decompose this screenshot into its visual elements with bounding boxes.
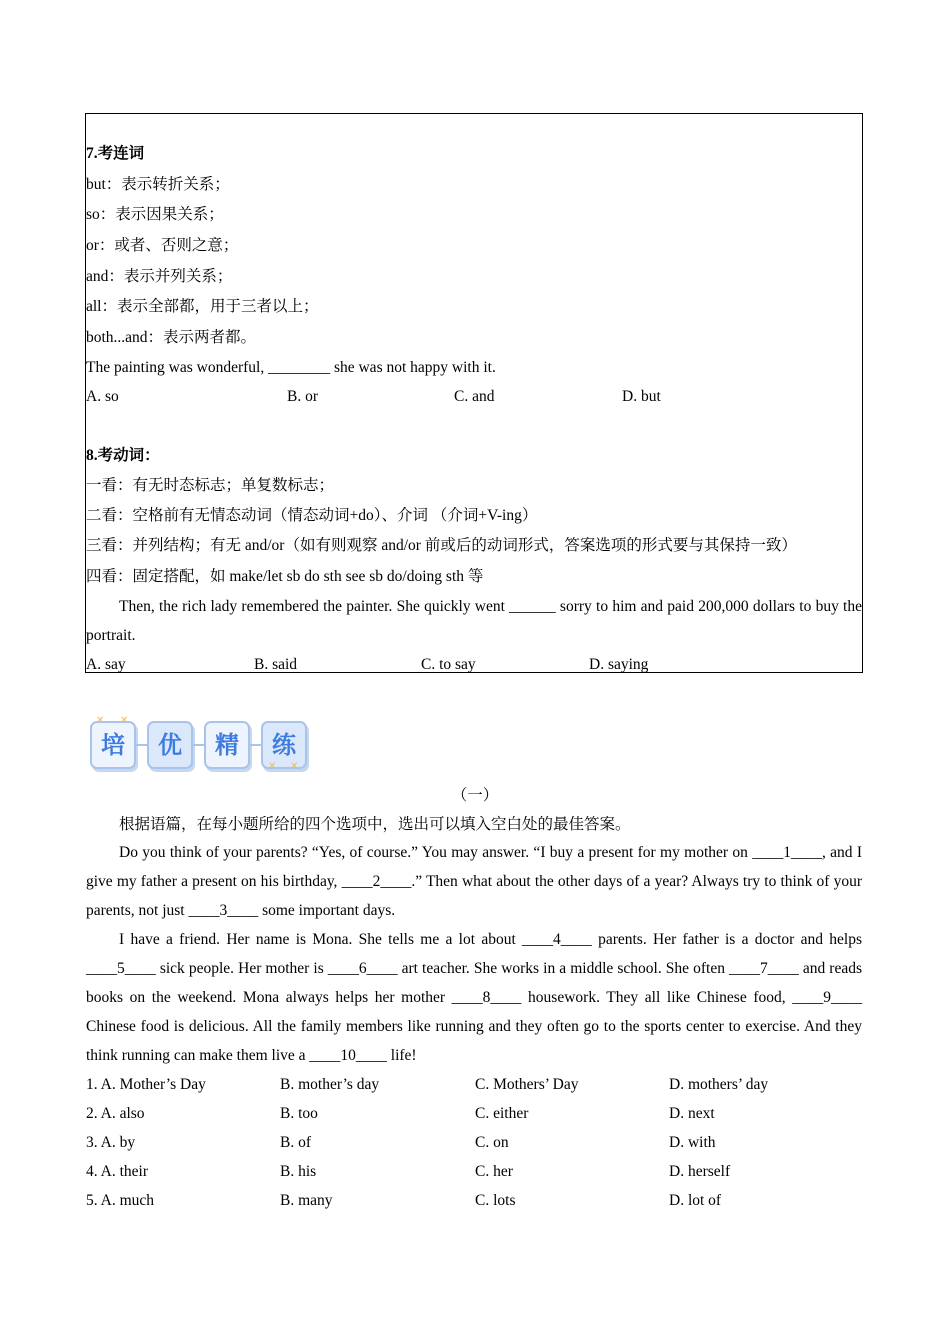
question-option: D. mothers’ day [669, 1076, 769, 1093]
question-option: B. mother’s day [280, 1076, 380, 1093]
question-option: D. with [669, 1134, 716, 1151]
section7-rule: or：或者、否则之意； [86, 237, 239, 254]
question-option: 1. A. Mother’s Day [86, 1076, 206, 1093]
section8-option: D. saying [589, 656, 649, 673]
section7-rule: so：表示因果关系； [86, 206, 224, 223]
question-option: D. lot of [669, 1192, 722, 1209]
section7-question: The painting was wonderful, ________ she was not happy with it. [86, 359, 496, 376]
section7-rule: and：表示并列关系； [86, 268, 233, 285]
question-option: C. on [475, 1134, 509, 1151]
exercise-paragraph: Do you think of your parents? “Yes, of course.” You may answer. “I buy a present for my mother on ____1____, and I give my father a present on his birthday, ____2____.” Then what about the other days of a year? Always try to think of your parents, not just ____3____ some important days. [86, 844, 862, 919]
section7-option: C. and [454, 388, 495, 405]
section7-rule: but：表示转折关系； [86, 176, 230, 193]
section7-option: A. so [86, 388, 119, 405]
question-option: B. many [280, 1192, 333, 1209]
banner-char: 优 [147, 721, 193, 769]
section8-option: A. say [86, 656, 126, 673]
section8-question: Then, the rich lady remembered the painter. She quickly went ______ sorry to him and paid 200,000 dollars to buy the portrait. [86, 598, 862, 644]
section7-option: B. or [287, 388, 318, 405]
section8-option: C. to say [421, 656, 476, 673]
banner-char: 培 [90, 721, 136, 769]
section8-title: 8.考动词： [86, 447, 160, 464]
question-option: 3. A. by [86, 1134, 136, 1151]
question-option: B. of [280, 1134, 311, 1151]
section8-rule: 二看：空格前有无情态动词（情态动词+do）、介词 （介词+V-ing） [86, 507, 538, 524]
question-option: B. his [280, 1163, 317, 1180]
section7-rule: both...and：表示两者都。 [86, 329, 257, 346]
question-option: C. either [475, 1105, 529, 1122]
exercise-instruction: 根据语篇，在每小题所给的四个选项中，选出可以填入空白处的最佳答案。 [119, 816, 631, 833]
section7-rule: all：表示全部都，用于三者以上； [86, 298, 319, 315]
question-option: D. herself [669, 1163, 731, 1180]
question-option: 5. A. much [86, 1192, 155, 1209]
question-option: C. her [475, 1163, 513, 1180]
sparkle-icon: ✕ [268, 761, 277, 772]
section8-option: B. said [254, 656, 298, 673]
banner-char: 精 [204, 721, 250, 769]
question-option: 2. A. also [86, 1105, 145, 1122]
exercise-number: （一） [451, 787, 499, 804]
question-option: C. lots [475, 1192, 516, 1209]
question-option: 4. A. their [86, 1163, 148, 1180]
section7-title: 7.考连词 [86, 145, 145, 162]
question-option: D. next [669, 1105, 715, 1122]
section8-rule: 四看：固定搭配，如 make/let sb do sth see sb do/doing sth 等 [86, 568, 484, 585]
question-option: B. too [280, 1105, 318, 1122]
section8-rule: 一看：有无时态标志；单复数标志； [86, 477, 335, 494]
banner-char: 练 [261, 721, 307, 769]
section7-option: D. but [622, 388, 661, 405]
section8-rule: 三看：并列结构；有无 and/or（如有则观察 and/or 前或后的动词形式，答案选项的形式要与其保持一致） [86, 537, 797, 554]
question-option: C. Mothers’ Day [475, 1076, 579, 1093]
exercise-paragraph: I have a friend. Her name is Mona. She tells me a lot about ____4____ parents. Her father is a doctor and helps ____5____ sick people. Her mother is ____6____ art teacher. She works in a middle school. She often ____7____ and reads books on the weekend. Mona always helps her mother ____8____ housework. They all like Chinese food, ____9____ Chinese food is delicious. All the family members like running and they often go to the sports center to exercise. And they think running can make them live a ____10____ life! [86, 931, 862, 1064]
sparkle-icon: ✕ [290, 761, 299, 772]
